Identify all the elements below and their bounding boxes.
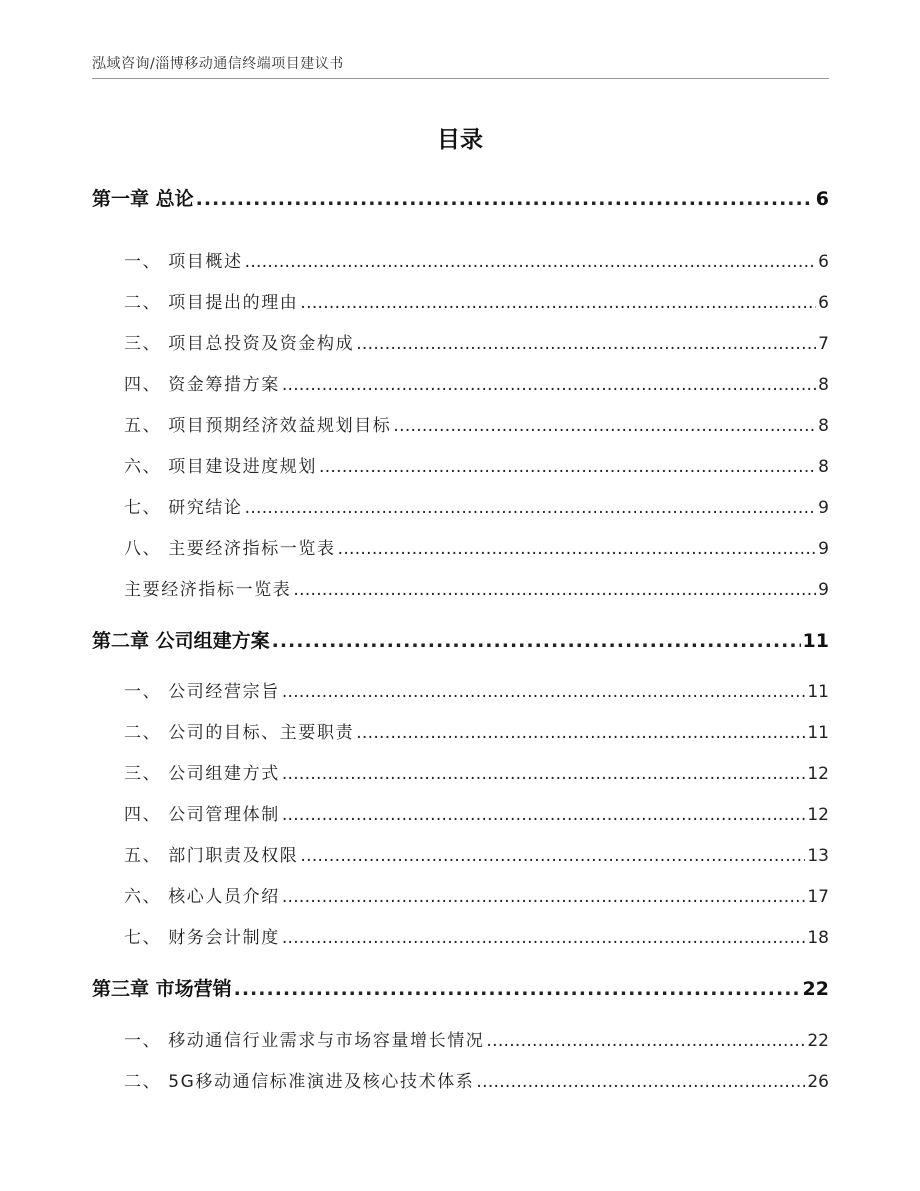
toc-entry-label: 四、 资金筹措方案 xyxy=(124,375,280,395)
toc-section-entry[interactable] xyxy=(92,923,829,948)
toc-section-entry[interactable] xyxy=(92,759,829,784)
toc-leader-dots xyxy=(272,630,801,652)
toc-page-number: 6 xyxy=(818,293,829,313)
toc-page-number: 13 xyxy=(807,846,829,866)
toc-leader-dots xyxy=(282,682,806,702)
toc-page-number: 22 xyxy=(807,1031,829,1051)
toc-entry-label: 七、 研究结论 xyxy=(124,498,243,518)
toc-leader-dots xyxy=(356,334,816,354)
toc-section-entry[interactable] xyxy=(92,534,829,559)
toc-entry-label: 八、 主要经济指标一览表 xyxy=(124,539,336,559)
toc-page-number: 6 xyxy=(815,188,829,210)
toc-leader-dots xyxy=(282,375,816,395)
toc-page-number: 9 xyxy=(818,539,829,559)
toc-section-entry[interactable] xyxy=(92,1026,829,1051)
toc-section-entry[interactable] xyxy=(92,718,829,743)
toc-entry-label: 五、 部门职责及权限 xyxy=(124,846,299,866)
toc-section-entry[interactable] xyxy=(92,493,829,518)
toc-page-number: 8 xyxy=(818,375,829,395)
toc-entry-label: 第二章 公司组建方案 xyxy=(92,630,270,652)
toc-entry-label: 七、 财务会计制度 xyxy=(124,928,280,948)
toc-page-number: 26 xyxy=(807,1072,829,1092)
toc-entry-label: 四、 公司管理体制 xyxy=(124,805,280,825)
header-divider xyxy=(92,78,829,79)
toc-section-entry[interactable] xyxy=(92,288,829,313)
toc-entry-label: 一、 公司经营宗旨 xyxy=(124,682,280,702)
toc-section-entry[interactable] xyxy=(92,247,829,272)
toc-leader-dots xyxy=(476,1072,805,1092)
toc-section-entry[interactable] xyxy=(92,452,829,477)
toc-chapter-entry[interactable] xyxy=(92,184,829,211)
toc-leader-dots xyxy=(300,846,805,866)
toc-leader-dots xyxy=(486,1031,805,1051)
toc-chapter-entry[interactable] xyxy=(92,974,829,1001)
toc-section-entry[interactable] xyxy=(92,411,829,436)
toc-page-number: 17 xyxy=(807,887,829,907)
toc-entry-label: 六、 项目建设进度规划 xyxy=(124,457,318,477)
toc-page-number: 8 xyxy=(818,416,829,436)
toc-leader-dots xyxy=(196,188,814,210)
toc-leader-dots xyxy=(319,457,816,477)
running-header: 泓域咨询/淄博移动通信终端项目建议书 xyxy=(92,56,344,72)
toc-leader-dots xyxy=(300,293,816,313)
page-title: 目录 xyxy=(437,127,483,153)
toc-section-entry[interactable] xyxy=(92,329,829,354)
toc-section-entry[interactable] xyxy=(92,677,829,702)
toc-entry-label: 二、 5G移动通信标准演进及核心技术体系 xyxy=(124,1072,475,1092)
toc-leader-dots xyxy=(393,416,816,436)
toc-leader-dots xyxy=(282,764,806,784)
toc-leader-dots xyxy=(234,978,801,1000)
toc-section-entry[interactable] xyxy=(92,370,829,395)
toc-page-number: 11 xyxy=(802,630,829,652)
toc-page-number: 6 xyxy=(818,252,829,272)
toc-section-entry[interactable] xyxy=(92,800,829,825)
toc-page-number: 18 xyxy=(807,928,829,948)
toc-entry-label: 二、 公司的目标、主要职责 xyxy=(124,723,355,743)
toc-leader-dots xyxy=(293,580,816,600)
toc-page-number: 12 xyxy=(807,764,829,784)
toc-page-number: 8 xyxy=(818,457,829,477)
toc-entry-label: 一、 项目概述 xyxy=(124,252,243,272)
toc-page-number: 9 xyxy=(818,580,829,600)
toc-entry-label: 一、 移动通信行业需求与市场容量增长情况 xyxy=(124,1031,485,1051)
toc-entry-label: 第三章 市场营销 xyxy=(92,978,232,1000)
toc-page-number: 22 xyxy=(802,978,829,1000)
toc-section-entry[interactable] xyxy=(92,1067,829,1092)
toc-leader-dots xyxy=(282,928,806,948)
toc-chapter-entry[interactable] xyxy=(92,626,829,653)
toc-leader-dots xyxy=(245,252,817,272)
toc-leader-dots xyxy=(282,805,806,825)
toc-entry-label: 三、 公司组建方式 xyxy=(124,764,280,784)
toc-leader-dots xyxy=(356,723,805,743)
toc-section-entry[interactable] xyxy=(92,575,829,600)
toc-entry-label: 六、 核心人员介绍 xyxy=(124,887,280,907)
toc-page-number: 12 xyxy=(807,805,829,825)
toc-page-number: 11 xyxy=(807,723,829,743)
toc-entry-label: 第一章 总论 xyxy=(92,188,194,210)
toc-entry-label: 三、 项目总投资及资金构成 xyxy=(124,334,355,354)
toc-leader-dots xyxy=(282,887,806,907)
toc-entry-label: 五、 项目预期经济效益规划目标 xyxy=(124,416,392,436)
toc-page-number: 7 xyxy=(818,334,829,354)
toc-entry-label: 主要经济指标一览表 xyxy=(124,580,292,600)
toc-page-number: 11 xyxy=(807,682,829,702)
toc-leader-dots xyxy=(245,498,817,518)
toc-leader-dots xyxy=(338,539,817,559)
toc-section-entry[interactable] xyxy=(92,882,829,907)
toc-entry-label: 二、 项目提出的理由 xyxy=(124,293,299,313)
toc-section-entry[interactable] xyxy=(92,841,829,866)
toc-page-number: 9 xyxy=(818,498,829,518)
